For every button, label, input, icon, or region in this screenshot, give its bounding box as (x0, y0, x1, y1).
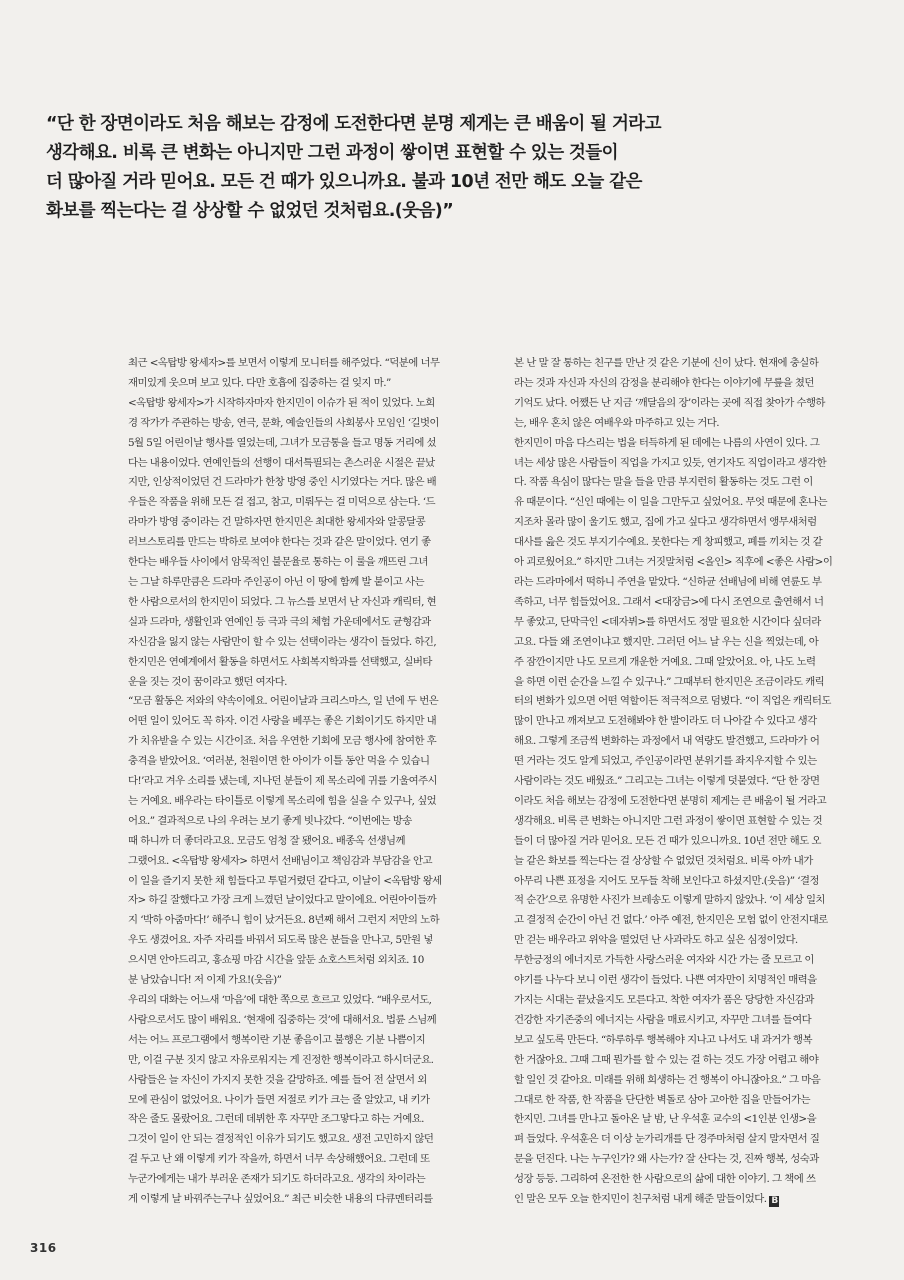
article-line: 걸 두고 난 왜 이렇게 키가 작을까, 하면서 너무 속상해했어요. 그런데 또 (128, 1153, 430, 1166)
article-line: 대사를 읊은 것도 부지기수예요. 못한다는 게 창피했고, 폐를 끼치는 것 같 (514, 536, 823, 549)
article-line: 사람들은 늘 자신이 가지지 못한 것을 갈망하죠. 예를 들어 전 살면서 외 (128, 1073, 427, 1086)
article-line: 들이 더 많아질 거라 믿어요. 모든 건 때가 있으니까요. 10년 전만 해도 오 (514, 834, 821, 847)
article-line: 충격을 받았어요. ‘여러분, 천원이면 한 아이가 이틀 동안 먹을 수 있습니 (128, 755, 430, 768)
article-line: 문을 던진다. 나는 누구인가? 왜 사는가? 잘 산다는 것, 진짜 행복, 성숙과 (514, 1153, 819, 1166)
article-line: 그것이 일이 안 되는 결정적인 이유가 되기도 했고요. 생전 고민하지 않던 (128, 1133, 434, 1146)
article-line: 작은 줄도 몰랐어요. 그런데 데뷔한 후 자꾸만 조그맣다고 하는 거예요. (128, 1113, 424, 1126)
article-line: 만, 이걸 구분 짓지 않고 자유로워지는 게 진정한 행복이라고 하시더군요. (128, 1053, 434, 1066)
article-line: 녀는 세상 많은 사람들이 직업을 가지고 있듯, 연기자도 직업이라고 생각한 (514, 456, 827, 469)
pull-quote-line: 화보를 찍는다는 걸 상상할 수 없었던 것처럼요.(웃음)” (46, 201, 454, 221)
article-line: 적 순간’으로 유명한 사진가 브레송도 이렇게 말하지 않았나. ‘이 세상 일치 (514, 894, 825, 907)
article-line: 우도 생겼어요. 자주 자리를 바꿔서 되도록 많은 분들을 만나고, 5만원 넣 (128, 934, 433, 947)
article-line: 많이 만나고 깨져보고 도전해봐야 한 발이라도 더 나아갈 수 있다고 생각 (514, 715, 817, 728)
article-line-text: 인 말은 모두 오늘 한지민이 친구처럼 내게 해준 말들이었다. (514, 1193, 767, 1206)
article-line: 한지민. 그녀를 만나고 돌아온 날 밤, 난 우석훈 교수의 <1인분 인생>을 (514, 1113, 817, 1126)
article-line: 라는 드라마에서 떡하니 주연을 맡았다. “신하균 선배님에 비해 연륜도 부 (514, 575, 822, 588)
article-line: 분 남았습니다! 저 이제 가요!(웃음)” (128, 974, 282, 987)
article-line: 한다는 배우들 사이에서 암묵적인 불문율로 통하는 이 룰을 깨뜨린 그녀 (128, 556, 428, 569)
article-line: 경 작가가 주관하는 방송, 연극, 문화, 예술인들의 사회봉사 모임인 ‘길벗이 (128, 416, 439, 429)
article-line: 기억도 났다. 어쨌든 난 지금 ‘깨달음의 장’이라는 곳에 직접 찾아가 수행하 (514, 396, 825, 409)
article-line: 으시면 안아드리고, 홍쇼핑 마감 시간을 앞둔 쇼호스트처럼 외치죠. 10 (128, 954, 424, 967)
article-line: 펴 들었다. 우석훈은 더 이상 눈가리개를 단 경주마처럼 살지 말자면서 질 (514, 1133, 820, 1146)
article-line: 가 치유받을 수 있는 시간이죠. 처음 우연한 기회에 모금 행사에 참여한 후 (128, 735, 437, 748)
article-line: 는, 배우 혼치 않은 여배우와 마주하고 있는 거다. (514, 416, 720, 429)
article-line: 어떤 일이 있어도 꼭 하자. 이건 사랑을 베푸는 좋은 기회이기도 하지만 내 (128, 715, 437, 728)
article-line: 만 걷는 배우라고 위악을 떨었던 난 사과라도 하고 싶은 심정이었다. (514, 934, 798, 947)
article-line: 재미있게 웃으며 보고 있다. 다만 호흡에 집중하는 걸 잊지 마.” (128, 376, 391, 389)
article-line: 누군가에게는 내가 부러운 존재가 되기도 하더라고요. 생각의 차이라는 (128, 1173, 426, 1186)
pull-quote-line: “단 한 장면이라도 처음 해보는 감정에 도전한다면 분명 제게는 큰 배움이 될 거라고 (46, 114, 661, 134)
article-line: 때 하니까 더 좋더라고요. 모금도 엄청 잘 됐어요. 배종옥 선생님께 (128, 834, 405, 847)
article-line: “모금 활동은 저와의 약속이에요. 어린이날과 크리스마스, 일 년에 두 번은 (128, 695, 439, 708)
article-line: 해요. 그렇게 조금씩 변화하는 과정에서 내 역량도 발견했고, 드라마가 어 (514, 735, 820, 748)
pull-quote (46, 110, 666, 226)
article-line: 아무리 나쁜 표정을 지어도 모두들 착해 보인다고 하셨지만.(웃음)” ‘결정 (514, 874, 819, 887)
article-line: 무한긍정의 에너지로 가득한 사랑스러운 여자와 시간 가는 줄 모르고 이 (514, 954, 814, 967)
end-mark-icon: B (771, 1196, 778, 1207)
article-column-left (128, 354, 500, 1210)
article-line: 할 일인 것 같아요. 미래를 위해 희생하는 건 행복이 아니잖아요.” 그 마음 (514, 1073, 821, 1086)
article-line: 사람으로서도 많이 배워요. ‘현재에 집중하는 것’에 대해서요. 법륜 스님께 (128, 1013, 437, 1026)
article-line: 는 그날 하루만큼은 드라마 주인공이 아닌 이 땅에 함께 발 붙이고 사는 (128, 575, 424, 588)
pull-quote-line: 생각해요. 비록 큰 변화는 아니지만 그런 과정이 쌓이면 표현할 수 있는 것들이 (46, 143, 618, 163)
article-line: 아 괴로웠어요.” 하지만 그녀는 거짓말처럼 <올인> 직후에 <좋은 사람>이 (514, 556, 833, 569)
article-line: 무 좋았고, 단막극인 <데자뷔>를 하면서도 정말 필요한 시간이다 싶더라 (514, 615, 821, 628)
article-line: 떤 거라는 것도 알게 되었고, 주인공이라면 분위기를 좌지우지할 수 있는 (514, 755, 817, 768)
article-line: 최근 <옥탑방 왕세자>를 보면서 이렇게 모니터를 해주었다. “덕분에 너무 (128, 357, 440, 369)
article-line: 5월 5일 어린이날 행사를 열었는데, 그녀가 모금통을 들고 명동 거리에 섰 (128, 436, 437, 449)
article-line: 서는 어느 프로그램에서 행복이란 기분 좋음이고 불행은 기분 나쁨이지 (128, 1033, 426, 1046)
article-line: 본 난 말 잘 통하는 친구를 만난 것 같은 기분에 신이 났다. 현재에 충실하 (514, 357, 819, 369)
article-line: 모에 관심이 없었어요. 나이가 들면 저절로 키가 크는 줄 알았고, 내 키가 (128, 1093, 430, 1106)
article-line: 터의 변화가 있으면 어떤 역할이든 적극적으로 덤볐다. “이 직업은 캐릭터도 (514, 695, 831, 708)
article-line: 지만, 인상적이었던 건 드라마가 한창 방영 중인 시기였다는 거다. 많은 배 (128, 476, 437, 489)
article-line (514, 1190, 886, 1210)
article-column-right (514, 354, 886, 1210)
article-line: 보고 싶도록 만든다. “하루하루 행복해야 지나고 나서도 내 과거가 행복 (514, 1033, 812, 1046)
article-line: 우리의 대화는 어느새 ‘마음’에 대한 쪽으로 흐르고 있었다. “배우로서도, (128, 994, 432, 1006)
article-line: 는 거예요. 배우라는 타이틀로 이렇게 목소리에 힘을 실을 수 있구나, 싶었 (128, 794, 437, 807)
article-line: 야기를 나누다 보니 이런 생각이 들었다. 나쁜 여자만이 치명적인 매력을 (514, 974, 817, 987)
article-line: 지조차 몰라 많이 울기도 했고, 집에 가고 싶다고 생각하면서 앵무새처럼 (514, 516, 817, 529)
article-line: 이라도 처음 해보는 감정에 도전한다면 분명히 제게는 큰 배움이 될 거라고 (514, 794, 827, 807)
article-line: 가지는 시대는 끝났을지도 모른다고. 착한 여자가 품은 당당한 자신감과 (514, 994, 814, 1006)
article-line: 우들은 작품을 위해 모든 걸 접고, 참고, 미뤄두는 걸 미덕으로 삼는다. ‘드 (128, 496, 435, 509)
article-line: 을 하면 이런 순간을 느낄 수 있구나.” 그때부터 한지민은 조금이라도 캐릭 (514, 675, 825, 688)
article-line: 자신감을 잃지 않는 사람만이 할 수 있는 선택이라는 생각이 들었다. 하긴, (128, 635, 437, 648)
article-line: 자> 하길 잘했다고 가장 크게 느꼈던 날이었다고 말이에요. 어린아이들까 (128, 894, 437, 907)
article-line: 한 사람으로서의 한지민이 되었다. 그 뉴스를 보면서 난 자신과 캐릭터, 현 (128, 595, 437, 608)
article-line: 라마가 방영 중이라는 건 말하자면 한지민은 최대한 왕세자와 알콩달콩 (128, 516, 426, 529)
article-line: 성장 등등. 그리하여 온전한 한 사람으로의 삶에 대한 이야기. 그 책에 쓰 (514, 1173, 816, 1186)
article-line: 운을 짓는 것이 꿈이라고 했던 여자다. (128, 675, 287, 688)
article-line: 다. 작품 욕심이 많다는 말을 들을 만큼 부지런히 활동하는 것도 그런 이 (514, 476, 813, 489)
article-line: 건강한 자기존중의 에너지는 사람을 매료시키고, 자꾸만 그녀를 들여다 (514, 1013, 812, 1026)
article-line: 한지민이 마음 다스리는 법을 터득하게 된 데에는 나름의 사연이 있다. 그 (514, 436, 820, 449)
article-line: 이 일을 즐기지 못한 채 힘들다고 투덜거렸던 같다고, 이날이 <옥탑방 왕세 (128, 874, 442, 887)
article-line: 다는 내용이었다. 연예인들의 선행이 대서특필되는 촌스러운 시절은 끝났 (128, 456, 435, 469)
article-line: 게 이렇게 날 바꿔주는구나 싶었어요.” 최근 비슷한 내용의 다큐멘터리를 (128, 1193, 433, 1206)
article-line: 다!’라고 겨우 소리를 냈는데, 지나던 분들이 제 목소리에 귀를 기울여주시 (128, 775, 438, 788)
article-line: 고요. 다들 왜 조연이냐고 했지만. 그러던 어느 날 우는 신을 찍었는데, 아 (514, 635, 819, 648)
article-line: 그랬어요. <옥탑방 왕세자> 하면서 선배님이고 책임감과 부담감을 안고 (128, 854, 432, 867)
article-line: 한 거잖아요. 그때 그때 뭔가를 할 수 있는 걸 하는 것도 가장 어렵고 해야 (514, 1053, 819, 1066)
article-line: 어요.” 결과적으로 나의 우려는 보기 좋게 빗나갔다. “이번에는 방송 (128, 814, 412, 827)
article-line: 한지민은 연예계에서 활동을 하면서도 사회복지학과를 선택했고, 실버타 (128, 655, 432, 668)
article-line: 러브스토리를 만드는 박하로 보여야 한다는 것과 같은 말이었다. 연기 좋 (128, 536, 431, 549)
article-line: <옥탑방 왕세자>가 시작하자마자 한지민이 이슈가 된 적이 있었다. 노희 (128, 396, 435, 409)
article-line: 사람이라는 것도 배웠죠.” 그리고는 그녀는 이렇게 덧붙였다. “단 한 장면 (514, 775, 820, 788)
article-line: 라는 것과 자신과 자신의 감정을 분리해야 한다는 이야기에 무릎을 쳤던 (514, 376, 814, 389)
article-line: 고 결정적 순간이 아닌 건 없다.’ 아주 예전, 한지민은 모험 없이 안전지대로 (514, 914, 828, 927)
article-line: 유 때문이다. “신인 때에는 이 일을 그만두고 싶었어요. 무엇 때문에 혼나는 (514, 496, 827, 509)
article-line: 지 ‘박하 아줌마다!’ 해주니 힘이 났거든요. 8년째 해서 그런지 저만의 노하 (128, 914, 440, 927)
article-line: 늘 같은 화보를 찍는다는 걸 상상할 수 없었던 것처럼요. 비록 아까 내가 (514, 854, 813, 867)
article-line: 실과 드라마, 생활인과 연예인 등 극과 극의 체험 가운데에서도 균형감과 (128, 615, 431, 628)
pull-quote-line: 더 많아질 거라 믿어요. 모든 건 때가 있으니까요. 불과 10년 전만 해도 오늘 같은 (46, 172, 642, 192)
page-number: 316 (30, 1241, 57, 1255)
article-line: 그대로 한 작품, 한 작품을 단단한 벽돌로 삼아 고아한 집을 만들어가는 (514, 1093, 810, 1106)
article-line: 주 잠깐이지만 나도 모르게 개운한 거예요. 그때 알았어요. 아, 나도 노력 (514, 655, 816, 668)
article-line: 생각해요. 비록 큰 변화는 아니지만 그런 과정이 쌓이면 표현할 수 있는 것 (514, 814, 823, 827)
article-line: 족하고, 너무 힘들었어요. 그래서 <대장금>에 다시 조연으로 출연해서 너 (514, 595, 824, 608)
